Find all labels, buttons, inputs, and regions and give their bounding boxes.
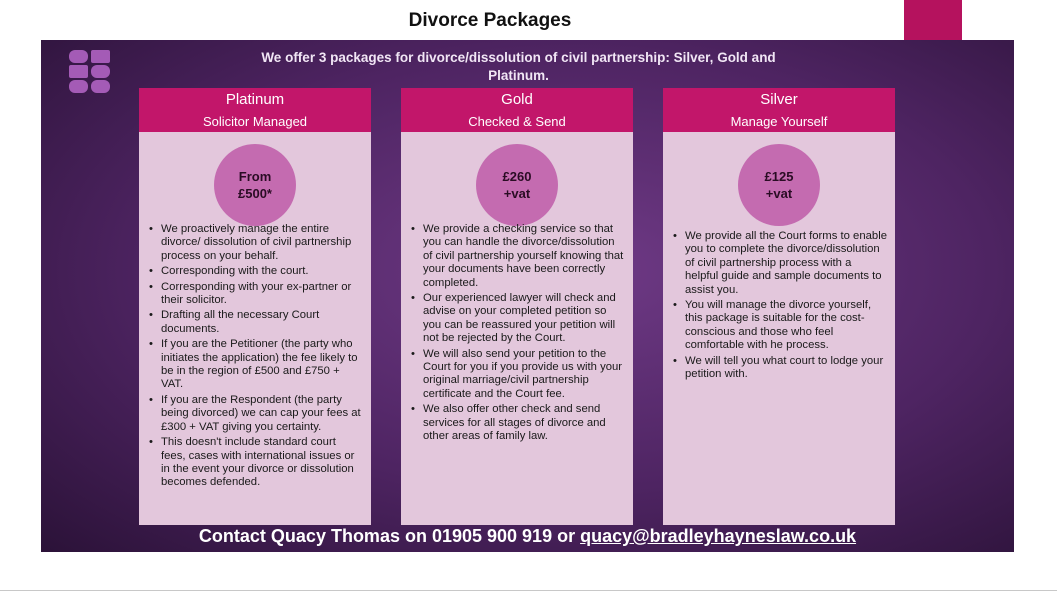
- package-header: [663, 88, 895, 132]
- feature-list: [407, 223, 625, 446]
- list-item: • We provide a checking service so that you can handle the divorce/dissolution of civil partnership yourself knowing that your documents have been correctly completed.: [417, 223, 625, 290]
- list-item: • Our experienced lawyer will check and advise on your completed petition so you can be reassured your petition will not be rejected by the Court.: [417, 292, 625, 346]
- package-subtitle: Manage Yourself: [730, 114, 828, 129]
- price-badge: [738, 144, 820, 226]
- package-header: [139, 88, 371, 132]
- list-item: • If you are the Respondent (the party being divorced) we can cap your fees at £300 + VAT giving you certainty.: [155, 394, 363, 434]
- company-logo-icon: [69, 50, 113, 94]
- price-line-2: +vat: [503, 186, 531, 201]
- price-line-2: +vat: [765, 186, 793, 201]
- feature-list: [145, 223, 363, 492]
- contact-line: [41, 526, 1014, 547]
- price-line-1: £260: [502, 169, 532, 184]
- list-item: • We also offer other check and send services for all stages of divorce and other areas of family law.: [417, 403, 625, 443]
- package-card-gold: [401, 88, 633, 525]
- package-card-platinum: [139, 88, 371, 525]
- packages-slide: [41, 40, 1014, 552]
- email-link[interactable]: quacy@bradleyhayneslaw.co.uk: [580, 526, 857, 546]
- list-item: • We proactively manage the entire divorce/ dissolution of civil partnership process on your behalf.: [155, 223, 363, 263]
- list-item: • We will tell you what court to lodge your petition with.: [679, 355, 887, 382]
- contact-text: Contact Quacy Thomas on 01905 900 919 or: [198, 526, 581, 546]
- package-name: Gold: [501, 91, 533, 108]
- price-line-1: From: [238, 169, 272, 184]
- intro-text: We offer 3 packages for divorce/dissolution of civil partnership: Silver, Gold and Platinum.: [261, 50, 776, 83]
- list-item: • This doesn't include standard court fees, cases with international issues or in the event your divorce or dissolution becomes defended.: [155, 436, 363, 490]
- price-line-2: £500*: [238, 186, 272, 201]
- list-item: • We provide all the Court forms to enable you to complete the divorce/dissolution of civil partnership process with a helpful guide and sample documents to assist you.: [679, 230, 887, 297]
- list-item: • You will manage the divorce yourself, this package is suitable for the cost-conscious and those who feel comfortable with he process.: [679, 299, 887, 353]
- page-title: Divorce Packages: [408, 10, 572, 31]
- package-header: [401, 88, 633, 132]
- list-item: • Drafting all the necessary Court documents.: [155, 309, 363, 336]
- list-item: • Corresponding with the court.: [155, 265, 363, 278]
- list-item: • Corresponding with your ex-partner or their solicitor.: [155, 281, 363, 308]
- list-item: • We will also send your petition to the Court for you if you provide us with your original marriage/civil partnership certificate and the Court fee.: [417, 348, 625, 402]
- price-badge: [476, 144, 558, 226]
- package-name: Platinum: [225, 91, 285, 108]
- price-line-1: £125: [764, 169, 794, 184]
- price-badge: [214, 144, 296, 226]
- feature-list: [669, 230, 887, 383]
- package-subtitle: Checked & Send: [468, 114, 566, 129]
- package-card-silver: [663, 88, 895, 525]
- list-item: • If you are the Petitioner (the party who initiates the application) the fee likely to be in the region of £500 and £750 + VAT.: [155, 338, 363, 392]
- package-subtitle: Solicitor Managed: [202, 114, 308, 129]
- package-name: Silver: [760, 91, 798, 108]
- page-divider: [0, 590, 1057, 591]
